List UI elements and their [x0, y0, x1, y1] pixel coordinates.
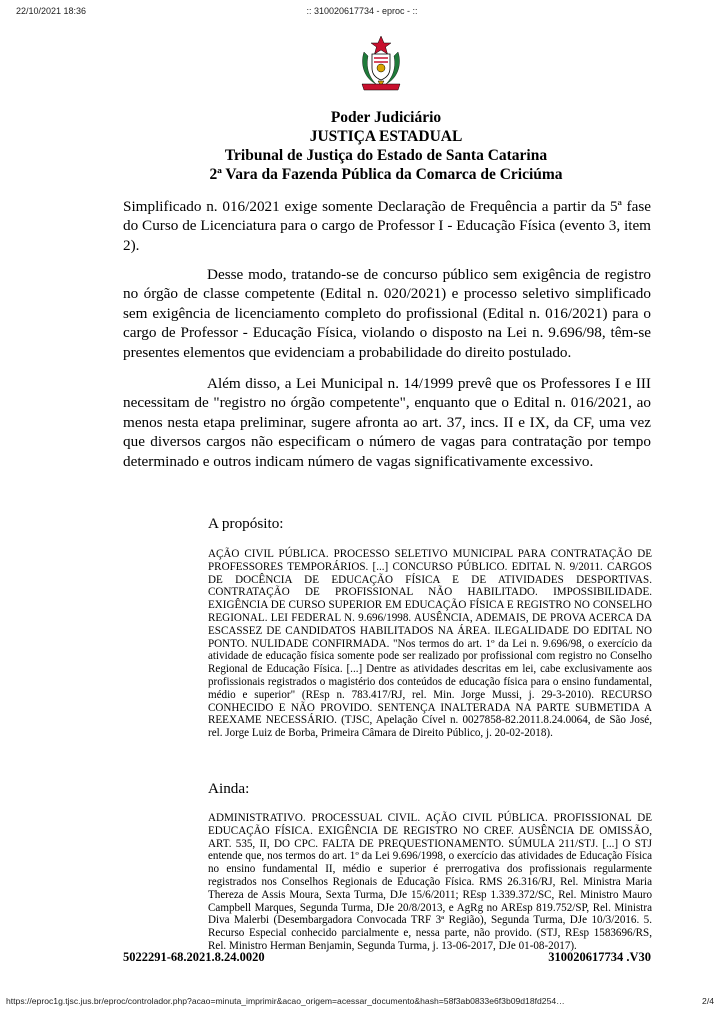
paragraph-3: Além disso, a Lei Municipal n. 14/1999 prevê que os Professores I e III necessitam de "registro no órgão competente", enquanto que o Edital n. 016/2021, ao menos nesta etapa preliminar, sugere afronta ao art. 37, incs. II e IX, da CF, uma vez que diversos cargos não especificam o número de vagas para contratação por tempo determinado e outros indicam número de vagas significativamente excessivo.: [123, 375, 651, 470]
crest-ribbon: [362, 84, 400, 90]
browser-print-header: [16, 6, 708, 20]
document-footer: [123, 950, 651, 966]
print-url: https://eproc1g.tjsc.jus.br/eproc/controlador.php?acao=minuta_imprimir&acao_origem=acessar_documento&hash=58f3ab0833e6f3b09d18fd254…: [6, 996, 565, 1006]
paragraph-1: Simplificado n. 016/2021 exige somente Declaração de Frequência a partir da 5ª fase do Curso de Licenciatura para o cargo de Professor I - Educação Física (evento 3, item 2).: [123, 198, 651, 254]
print-page-title: :: 310020617734 - eproc - ::: [306, 6, 418, 16]
page-number: 2/4: [702, 996, 714, 1006]
court-line-1: Poder Judiciário: [330, 109, 442, 126]
print-datetime: 22/10/2021 18:36: [16, 6, 87, 16]
browser-print-footer: [6, 996, 714, 1010]
paragraph-2: Desse modo, tratando-se de concurso público sem exigência de registro no órgão de classe competente (Edital n. 020/2021) e processo seletivo simplificado sem exigência de licenciamento completo do profissional (Edital n. 016/2021) para o cargo de Professor - Educação Física, violando o disposto na Lei n. 9.696/98, têm-se presentes elementos que evidenciam a probabilidade do direito postulado.: [123, 266, 651, 361]
label-a-proposito: A propósito:: [208, 515, 284, 532]
court-line-4: 2ª Vara da Fazenda Pública da Comarca de Criciúma: [209, 166, 563, 183]
coat-of-arms-icon: [358, 34, 404, 92]
crest-star: [371, 36, 391, 54]
court-line-2: JUSTIÇA ESTADUAL: [309, 128, 463, 145]
jurisprudence-quote-1: AÇÃO CIVIL PÚBLICA. PROCESSO SELETIVO MUNICIPAL PARA CONTRATAÇÃO DE PROFESSORES TEMPORÁRIOS. [...] CONCURSO PÚBLICO. EDITAL N. 9/2011. CARGOS DE DOCÊNCIA DE EDUCAÇÃO FÍSICA E DE ATIVIDADES DESPORTIVAS. CONTRATAÇÃO DE PROFISSIONAL NÃO HABILITADO. IMPOSSIBILIDADE. EXIGÊNCIA DE CURSO SUPERIOR EM EDUCAÇÃO FÍSICA E REGISTRO NO CONSELHO REGIONAL. LEI FEDERAL N. 9.696/1998. AUSÊNCIA, ADEMAIS, DE PROVA ACERCA DA ESCASSEZ DE CANDIDATOS HABILITADOS NA ÁREA. ILEGALIDADE DO EDITAL NO PONTO. NULIDADE CONFIRMADA. "Nos termos do art. 1º da Lei n. 9.696/98, o exercício da atividade de educação física somente pode ser realizado por profissional com registro no Conselho Regional de Educação Física. [...] Dentre as atividades descritas em lei, cabe exclusivamente aos profissionais registrados o magistério dos conteúdos de educação física para o ensino fundamental, médio e superior" (REsp n. 783.417/RJ, rel. Min. Jorge Mussi, j. 29-3-2010). RECURSO CONHECIDO E NÃO PROVIDO. SENTENÇA INALTERADA NA PARTE SUBMETIDA A REEXAME NECESSÁRIO. (TJSC, Apelação Cível n. 0027858-82.2011.8.24.0064, de São José, rel. Jorge Luiz de Borba, Primeira Câmara de Direito Público, j. 20-02-2018).: [208, 548, 652, 740]
jurisprudence-quote-2: ADMINISTRATIVO. PROCESSUAL CIVIL. AÇÃO CIVIL PÚBLICA. PROFISSIONAL DE EDUCAÇÃO FÍSICA. EXIGÊNCIA DE REGISTRO NO CREF. AUSÊNCIA DE OMISSÃO, ART. 535, II, DO CPC. FALTA DE PREQUESTIONAMENTO. SÚMULA 211/STJ. [...] O STJ entende que, nos termos do art. 1º da Lei 9.696/1998, o exercício das atividades de Educação Física no ensino fundamental II, médio e superior é prerrogativa dos profissionais regularmente registrados nos Conselhos Regionais de Educação Física. RMS 26.316/RJ, Rel. Ministra Maria Thereza de Assis Moura, Sexta Turma, DJe 15/6/2011; REsp 1.339.372/SC, Rel. Ministro Mauro Campbell Marques, Segunda Turma, DJe 20/8/2013, e AgRg no AREsp 819.752/SP, Rel. Ministra Diva Malerbi (Desembargadora Convocada TRF 3ª Região), Segunda Turma, DJe 10/3/2016. 5. Recurso Especial conhecido parcialmente e, nessa parte, não provido. (STJ, REsp 1583696/RS, Rel. Ministro Herman Benjamin, Segunda Turma, j. 13-06-2017, DJe 01-08-2017).: [208, 812, 652, 952]
court-line-3: Tribunal de Justiça do Estado de Santa Catarina: [224, 147, 548, 164]
court-header: [0, 108, 724, 184]
label-ainda: Ainda:: [208, 780, 250, 797]
process-number: 5022291-68.2021.8.24.0020: [123, 950, 265, 964]
document-id: 310020617734 .V30: [548, 950, 651, 964]
